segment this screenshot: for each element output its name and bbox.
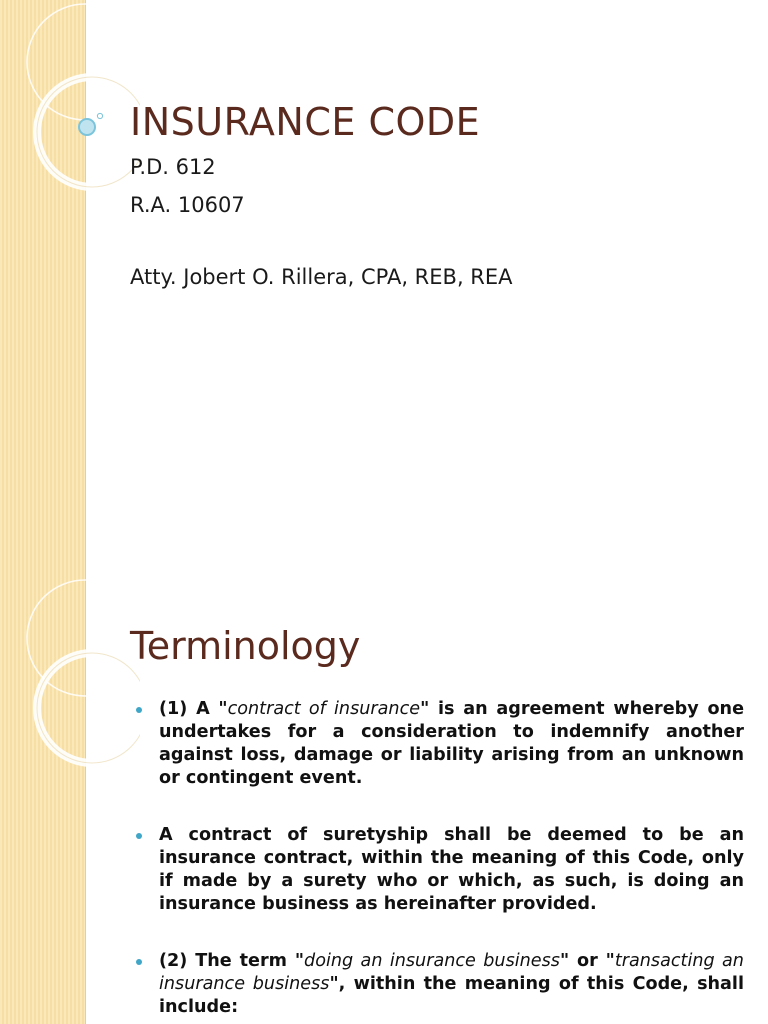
decorative-rings bbox=[0, 576, 140, 1024]
bullet-icon bbox=[136, 707, 142, 713]
slide-title: INSURANCE CODE bbox=[130, 100, 481, 144]
act-number: R.A. 10607 bbox=[130, 193, 245, 217]
bullet-list bbox=[134, 698, 744, 1024]
list-item: (1) A "contract of insurance" is an agreement whereby one undertakes for a consideration to indemnify another against loss, damage or liability arising from an unknown or contingent event. bbox=[134, 698, 744, 790]
bullet-icon bbox=[136, 833, 142, 839]
slide-title: Terminology bbox=[130, 624, 361, 668]
list-item: A contract of suretyship shall be deemed to be an insurance contract, within the meaning of this Code, only if made by a surety who or which, as such, is doing an insurance business as hereinafter provided. bbox=[134, 824, 744, 916]
bullet-icon bbox=[136, 959, 142, 965]
bubble-icon bbox=[79, 119, 95, 135]
small-bubble-icon bbox=[97, 113, 102, 118]
list-item: (2) The term "doing an insurance business" or "transacting an insurance business", within the meaning of this Code, shall include: bbox=[134, 950, 744, 1019]
decree-number: P.D. 612 bbox=[130, 155, 216, 179]
author-line: Atty. Jobert O. Rillera, CPA, REB, REA bbox=[130, 265, 513, 289]
decorative-rings bbox=[0, 0, 140, 576]
terminology-slide bbox=[0, 576, 768, 1024]
